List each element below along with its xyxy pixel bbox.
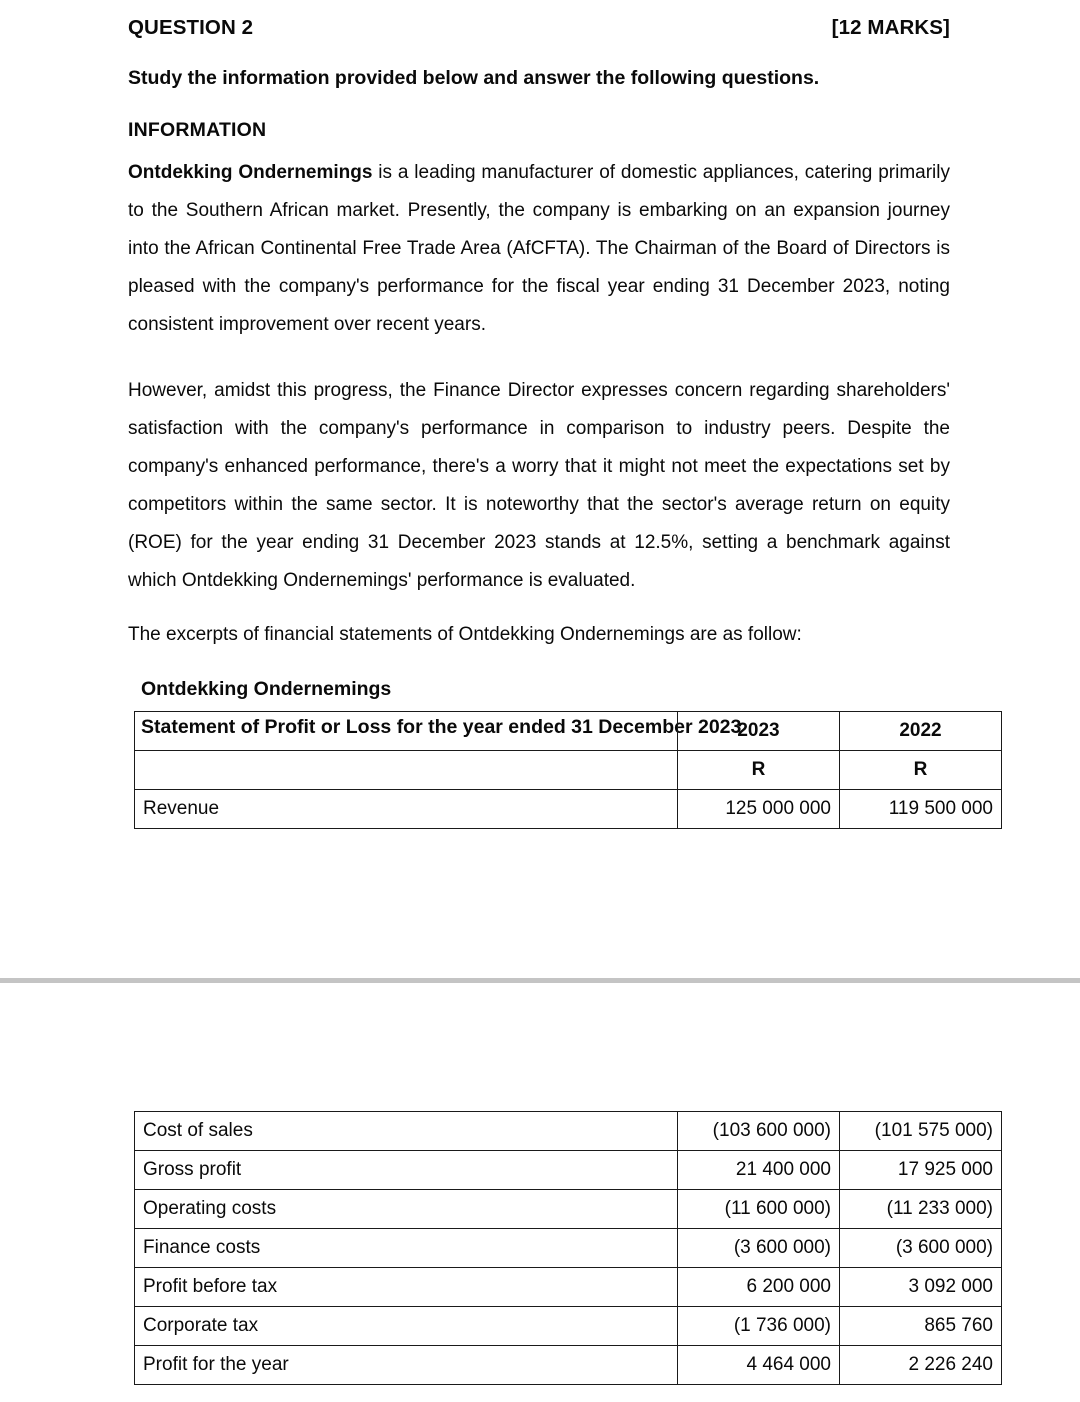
currency-header-blank-cell: [135, 751, 678, 790]
table-row: [135, 1229, 1002, 1268]
row-value-2023: 6 200 000: [678, 1268, 840, 1307]
profit-loss-table-part-one: [131, 711, 1002, 829]
page-break-divider: [0, 978, 1080, 983]
spacer: [128, 654, 950, 670]
row-value-2023: 21 400 000: [678, 1151, 840, 1190]
row-value-2023: (11 600 000): [678, 1190, 840, 1229]
company-name-bold: Ontdekking Ondernemings: [128, 162, 373, 183]
paragraph-company-overview-text: is a leading manufacturer of domestic appliances, catering primarily to the Southern African market. Presently, the company is embarking on an expansion journey into the African Continental Free Trade Area (AfCFTA). The Chairman of the Board of Directors is pleased with the company's performance for the fiscal year ending 31 December 2023, noting consistent improvement over recent years.: [128, 162, 950, 335]
table-row-year-header: [135, 712, 1002, 751]
table-row: [135, 1268, 1002, 1307]
row-value-2022: 865 760: [840, 1307, 1002, 1346]
row-label: Gross profit: [135, 1151, 678, 1190]
row-label: Profit before tax: [135, 1268, 678, 1307]
table-row: [135, 1190, 1002, 1229]
year-header-blank-cell: [135, 712, 678, 751]
paragraph-finance-director-concern: However, amidst this progress, the Finance Director expresses concern regarding shareholders' satisfaction with the company's performance in comparison to industry peers. Despite the company's enhanced performance, there's a worry that it might not meet the expectations set by competitors within the same sector. It is noteworthy that the sector's average return on equity (ROE) for the year ending 31 December 2023 stands at 12.5%, setting a benchmark against which Ontdekking Ondernemings' performance is evaluated.: [128, 380, 950, 591]
year-header-2023: 2023: [678, 712, 840, 751]
row-value-2023: 4 464 000: [678, 1346, 840, 1385]
currency-header-2023: R: [678, 751, 840, 790]
row-value-2022: 2 226 240: [840, 1346, 1002, 1385]
row-label: Revenue: [135, 790, 678, 829]
row-value-2022: 17 925 000: [840, 1151, 1002, 1190]
row-label: Finance costs: [135, 1229, 678, 1268]
row-value-2023: (3 600 000): [678, 1229, 840, 1268]
spacer: [128, 344, 950, 372]
spacer: [128, 600, 950, 616]
information-heading: INFORMATION: [128, 119, 267, 141]
row-value-2023: 125 000 000: [678, 790, 840, 829]
table-row: [135, 1307, 1002, 1346]
table-row: [135, 1346, 1002, 1385]
document-body: [128, 0, 950, 746]
row-value-2023: (103 600 000): [678, 1112, 840, 1151]
table-row: [135, 1112, 1002, 1151]
financial-table-top: [134, 711, 1002, 829]
row-label: Cost of sales: [135, 1112, 678, 1151]
table-row: [135, 790, 1002, 829]
row-value-2022: 119 500 000: [840, 790, 1002, 829]
statement-title: Statement of Profit or Loss for the year ended 31 December 2023: [141, 716, 742, 738]
marks-allocation: [12 MARKS]: [831, 16, 950, 39]
paragraph-company-overview: [128, 154, 950, 344]
currency-header-2022: R: [840, 751, 1002, 790]
profit-loss-table-part-two: [131, 1111, 1002, 1385]
row-label: Corporate tax: [135, 1307, 678, 1346]
instruction-line: Study the information provided below and answer the following questions.: [128, 67, 820, 89]
table-row: [135, 1151, 1002, 1190]
row-value-2022: 3 092 000: [840, 1268, 1002, 1307]
table-row-currency-header: [135, 751, 1002, 790]
page-title: QUESTION 2: [128, 16, 254, 39]
statement-company-name: Ontdekking Ondernemings: [141, 678, 392, 700]
paragraph-excerpts-intro: The excerpts of financial statements of Ontdekking Ondernemings are as follow:: [128, 624, 802, 645]
row-value-2022: (101 575 000): [840, 1112, 1002, 1151]
row-value-2022: (3 600 000): [840, 1229, 1002, 1268]
year-header-2022: 2022: [840, 712, 1002, 751]
financial-table-bottom: [134, 1111, 1002, 1385]
row-label: Operating costs: [135, 1190, 678, 1229]
row-label: Profit for the year: [135, 1346, 678, 1385]
row-value-2023: (1 736 000): [678, 1307, 840, 1346]
question-header: [128, 16, 950, 40]
row-value-2022: (11 233 000): [840, 1190, 1002, 1229]
